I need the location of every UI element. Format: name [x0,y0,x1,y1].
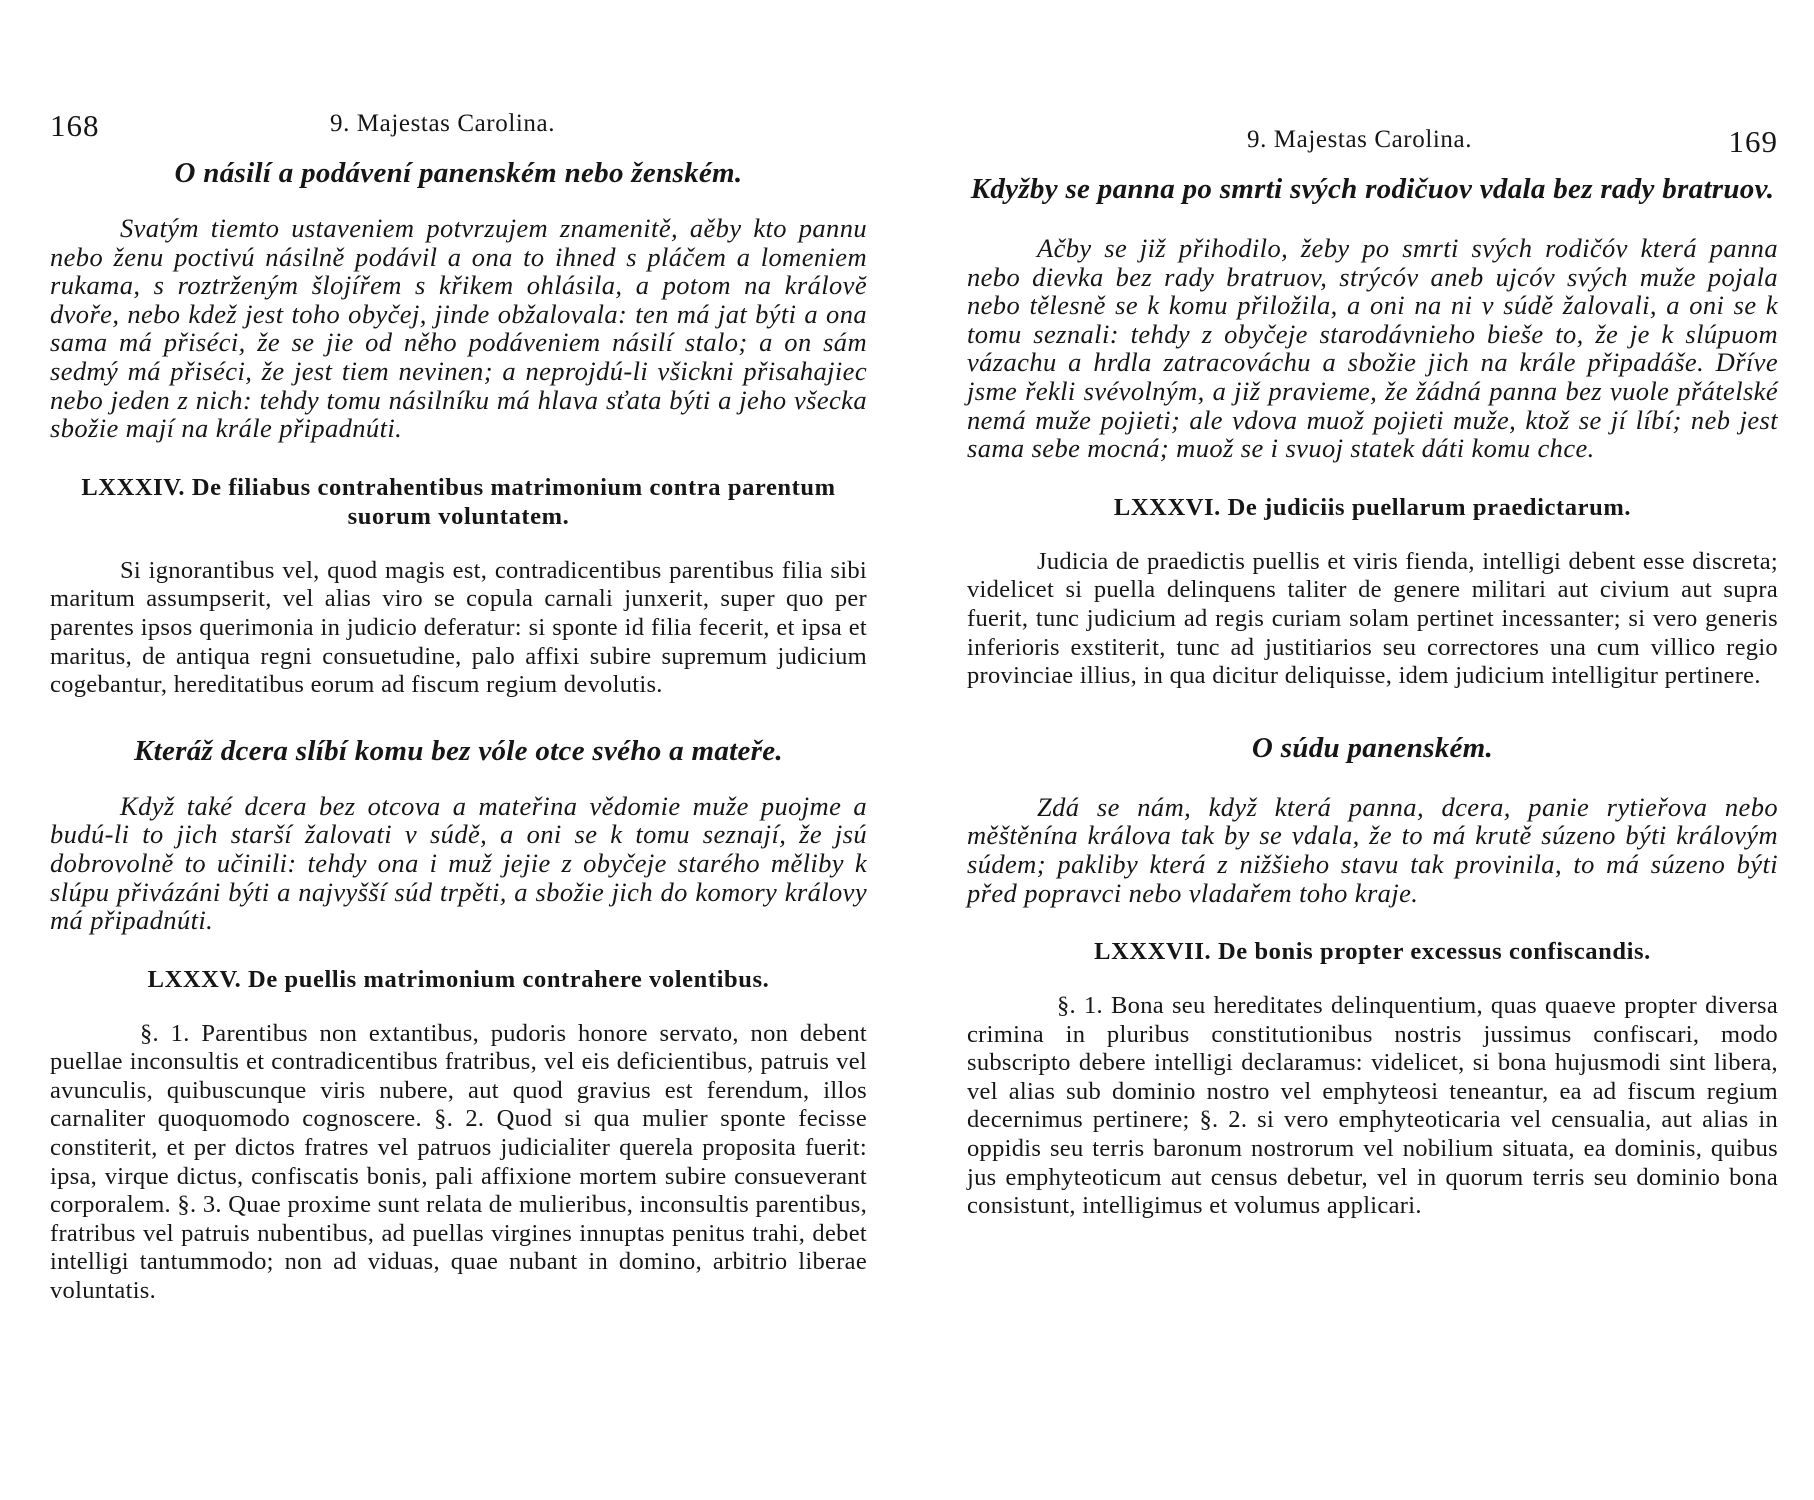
right-latin-paragraph-lxxxvi: Judicia de praedictis puellis et viris fienda, intelligi debent esse discreta; videlicet si puella delinquens taliter de genere militari aut civium aut supra fuerit, tunc judicium ad regis curiam solam pertinet incessanter; si vero generis inferioris exstiterit, tunc ad justitiarios seu correctores una cum villico regio provinciae illius, in qua dicitur deliquisse, idem judicium intelligitur pertinere. [967,547,1778,690]
right-running-head [967,124,1778,160]
right-page [907,0,1814,1261]
left-czech-heading-2: Kteráž dcera slíbí komu bez vóle otce svého a mateře. [134,734,783,767]
right-head-title: 9. Majestas Carolina. [1247,126,1473,153]
left-czech-paragraph-2: Když také dcera bez otcova a mateřina vědomie muže puojme a budú-li to jich starší žalovati v súdě, a oni se k tomu seznají, že jsú dobrovolně to učinili: tehdy ona i muž jejie z obyčeje starého měliby k slúpu přivázáni býti a najvyšší súd trpěti, a sbožie jich do komory královy má připadnúti. [50,790,867,936]
right-latin-paragraph-lxxxvii: §. 1. Bona seu hereditates delinquentium, quas quaevе propter diversa crimina in pluribus constitutionibus nostris jussimus confiscari, modo subscripto debere intelligi declaramus: videlicet, si bona hujusmodi sint libera, vel alias sub dominio nostro vel emphyteosi teneantur, ea ad fiscum regium decernimus pertinere; §. 2. si vero emphyteoticaria vel censualia, aut alias in oppidis seu terris baronum nostrorum vel nobilium situata, ea dominis, quibus jus emphyteoticum aut census debetur, vel in quorum terris seu dominio bona consistunt, intelligimus et volumus applicari. [967,992,1778,1220]
left-latin-paragraph-lxxxv: §. 1. Parentibus non extantibus, pudoris honore servato, non debent puellae inconsultis et contradicentibus fratribus, vel eis deficientibus, patruis vel avunculis, quibuscunque viris nubere, aut quod gravius est ferendum, illos carnaliter quoquomodo cognoscere. §. 2. Quod si qua mulier sponte fecisse constiterit, et per dictos fratres vel patruos judicialiter querela proposita fuerit: ipsa, virque dictus, confiscatis bonis, pali affixione mortem subire consueverant corporalem. §. 3. Quae proxime sunt relata de mulieribus, inconsultis parentibus, fratribus vel patruis nubentibus, ad puellas virgines innuptas penitus trahi, debet intelligi tantummodo; non ad viduas, quae nubant in domino, arbitrio liberae voluntatis. [50,1019,867,1305]
right-latin-heading-lxxxvii: LXXXVII. De bonis propter excessus confiscandis. [1094,938,1651,966]
right-page-number: 169 [1728,124,1778,159]
left-page-number: 168 [50,108,100,143]
right-czech-paragraph-1: Ačby se již přihodilo, žeby po smrti svých rodičóv která panna nebo dievka bez rady bratruov, strýcóv aneb ujcóv svých muže pojala nebo tělesně se k komu přiložila, a oni na ni v súdě žalovali, a oni se k tomu seznali: tehdy z obyčeje starodávnieho bieše to, že je k slúpuom vázachu a hrdla zatracováchu a sbožie jich na krále připadáše. Dříve jsme řekli svévolným, a již pravieme, že žádná panna bez vuole přátelské nemá muže pojieti; ale vdova muož pojieti muže, ktož se jí líbí; neb jest sama sebe mocná; muož se i svuoj statek dáti komu chce. [967,233,1778,464]
right-czech-heading-2: O súdu panenském. [1251,731,1494,764]
left-latin-heading-lxxxiv: LXXXIV. De filiabus contrahentibus matrimonium contra parentum suorum voluntatem. [81,473,836,530]
right-czech-paragraph-2: Zdá se nám, když která panna, dcera, panie rytieřova nebo měštěnína králova tak by se vdala, že to má krutě súzeno býti královým súdem; pakliby která z nižšieho stavu tak provinila, to má súzeno býti před popravci nebo vladařem toho kraje. [967,791,1778,908]
right-latin-heading-lxxxvi: LXXXVI. De judiciis puellarum praedictarum. [1113,493,1632,521]
left-latin-paragraph-lxxxiv: Si ignorantibus vel, quod magis est, contradicentibus parentibus filia sibi maritum assumpserit, vel alias viro se copula carnali junxerit, super quo per parentes ipsos querimonia in judicio deferatur: si sponte id filia fecerit, et ipsa et maritus, de antiqua regni consuetudine, palo affixi subire supremum judicium cogebantur, hereditatibus eorum ad fiscum regium devolutis. [50,556,867,699]
left-czech-heading-1: O násilí a podávení panenském nebo ženském. [174,157,743,189]
left-running-head [50,108,867,144]
left-head-title: 9. Majestas Carolina. [330,110,556,137]
left-page [0,0,907,1306]
left-czech-paragraph-1: Svatým tiemto ustaveniem potvrzujem znamenitě, aěby kto pannu nebo ženu poctivú násilně podávil a ona to ihned s pláčem a lomeniem rukama, s roztrženým šlojířem s křikem ohlásila, a potom na královĕ dvoře, nebo kdež jest toho obyčej, jinde obžalovala: ten má jat býti a ona sama má přiséci, že se jie od něho podáveniem násilí stalo; a on sám sedmý má přiséci, že jest tiem nevinen; a neprojdú-li všickni přisahajiec nebo jeden z nich: tehdy tomu násilníku má hlava sťata býti a jeho všecka sbožie mají na krále připadnúti. [50,213,867,444]
right-czech-heading-1: Kdyžby se panna po smrti svých rodičuov vdala bez rady bratruov. [970,173,1775,205]
left-latin-heading-lxxxv: LXXXV. De puellis matrimonium contrahere volentibus. [147,965,770,993]
